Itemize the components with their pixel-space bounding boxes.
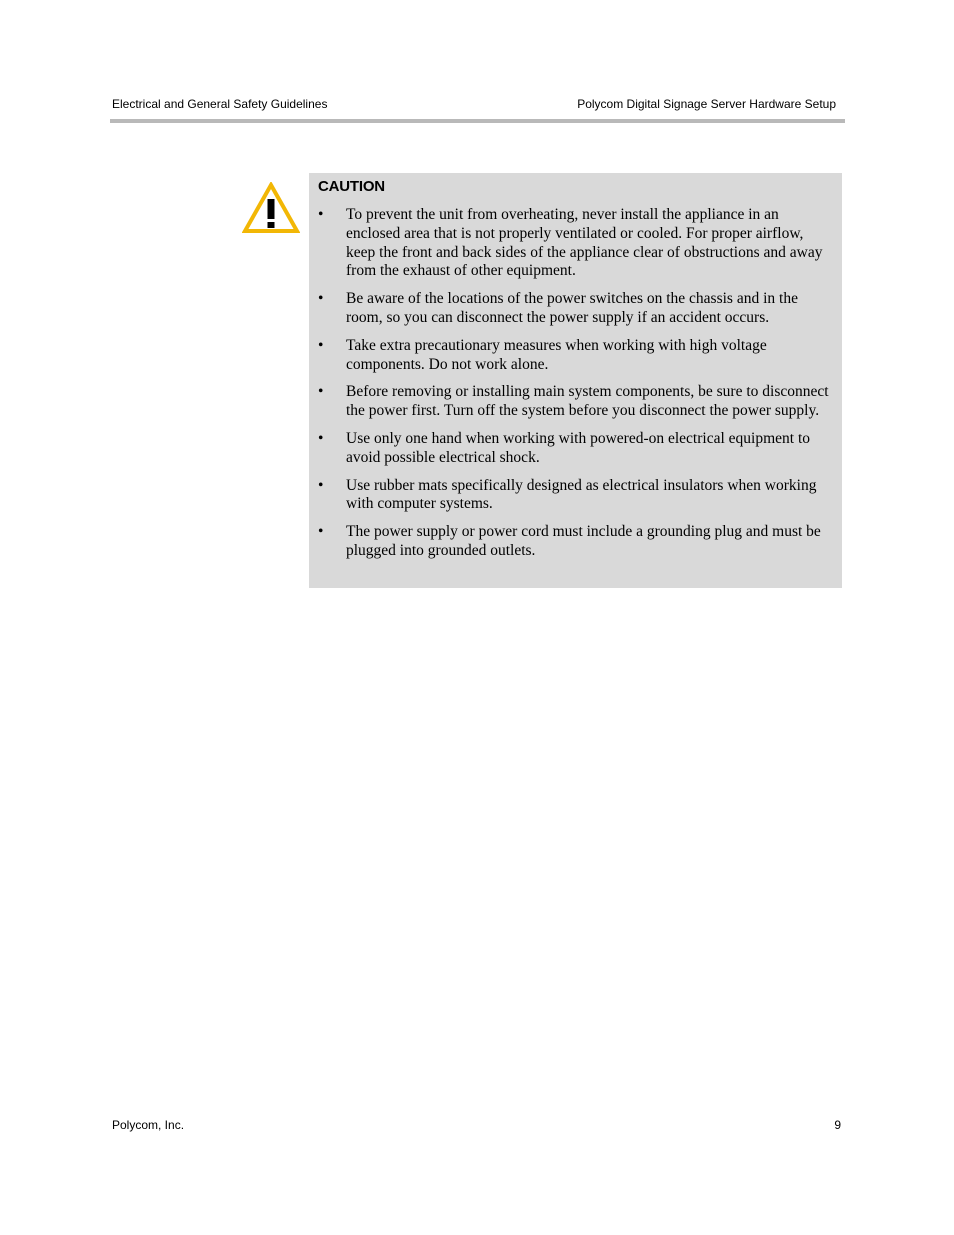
list-item-text: Use only one hand when working with powered-on electrical equipment to avoid possible electrical shock. (346, 429, 811, 466)
list-item (318, 523, 832, 561)
caution-box (309, 173, 842, 588)
bullet: • (318, 383, 324, 401)
bullet: • (318, 336, 324, 354)
list-item (318, 206, 832, 281)
warning-triangle-icon (242, 182, 300, 234)
list-item-text: To prevent the unit from overheating, never install the appliance in an enclosed area that is not properly ventilated or cooled. For proper airflow, keep the front and back sides of the appliance clear of obstructions and away from the exhaust of other equipment. (346, 206, 823, 280)
list-item (318, 477, 832, 515)
bullet: • (318, 429, 324, 447)
bullet: • (318, 290, 324, 308)
bullet: • (318, 523, 324, 541)
footer-company: Polycom, Inc. (112, 1118, 185, 1132)
list-item-text: The power supply or power cord must include a grounding plug and must be plugged into grounded outlets. (346, 523, 821, 559)
header-divider (110, 119, 845, 123)
list-item (318, 383, 832, 421)
header-section-title: Electrical and General Safety Guidelines (112, 97, 328, 111)
list-item (318, 430, 832, 468)
list-item-text: Use rubber mats specifically designed as electrical insulators when working with computer systems. (346, 476, 817, 513)
list-item (318, 337, 832, 375)
caution-list (318, 206, 832, 561)
list-item-text: Before removing or installing main system components, be sure to disconnect the power first. Turn off the system before you disconnect the power supply. (346, 383, 829, 420)
page-number: 9 (834, 1118, 841, 1132)
caution-title: CAUTION (318, 178, 385, 195)
list-item-text: Be aware of the locations of the power switches on the chassis and in the room, so you can disconnect the power supply if an accident occurs. (346, 290, 798, 326)
bullet: • (318, 206, 324, 223)
list-item (318, 290, 832, 328)
bullet: • (318, 476, 324, 494)
list-item-text: Take extra precautionary measures when working with high voltage components. Do not work alone. (346, 336, 767, 373)
header-document-title: Polycom Digital Signage Server Hardware Setup (577, 97, 836, 111)
